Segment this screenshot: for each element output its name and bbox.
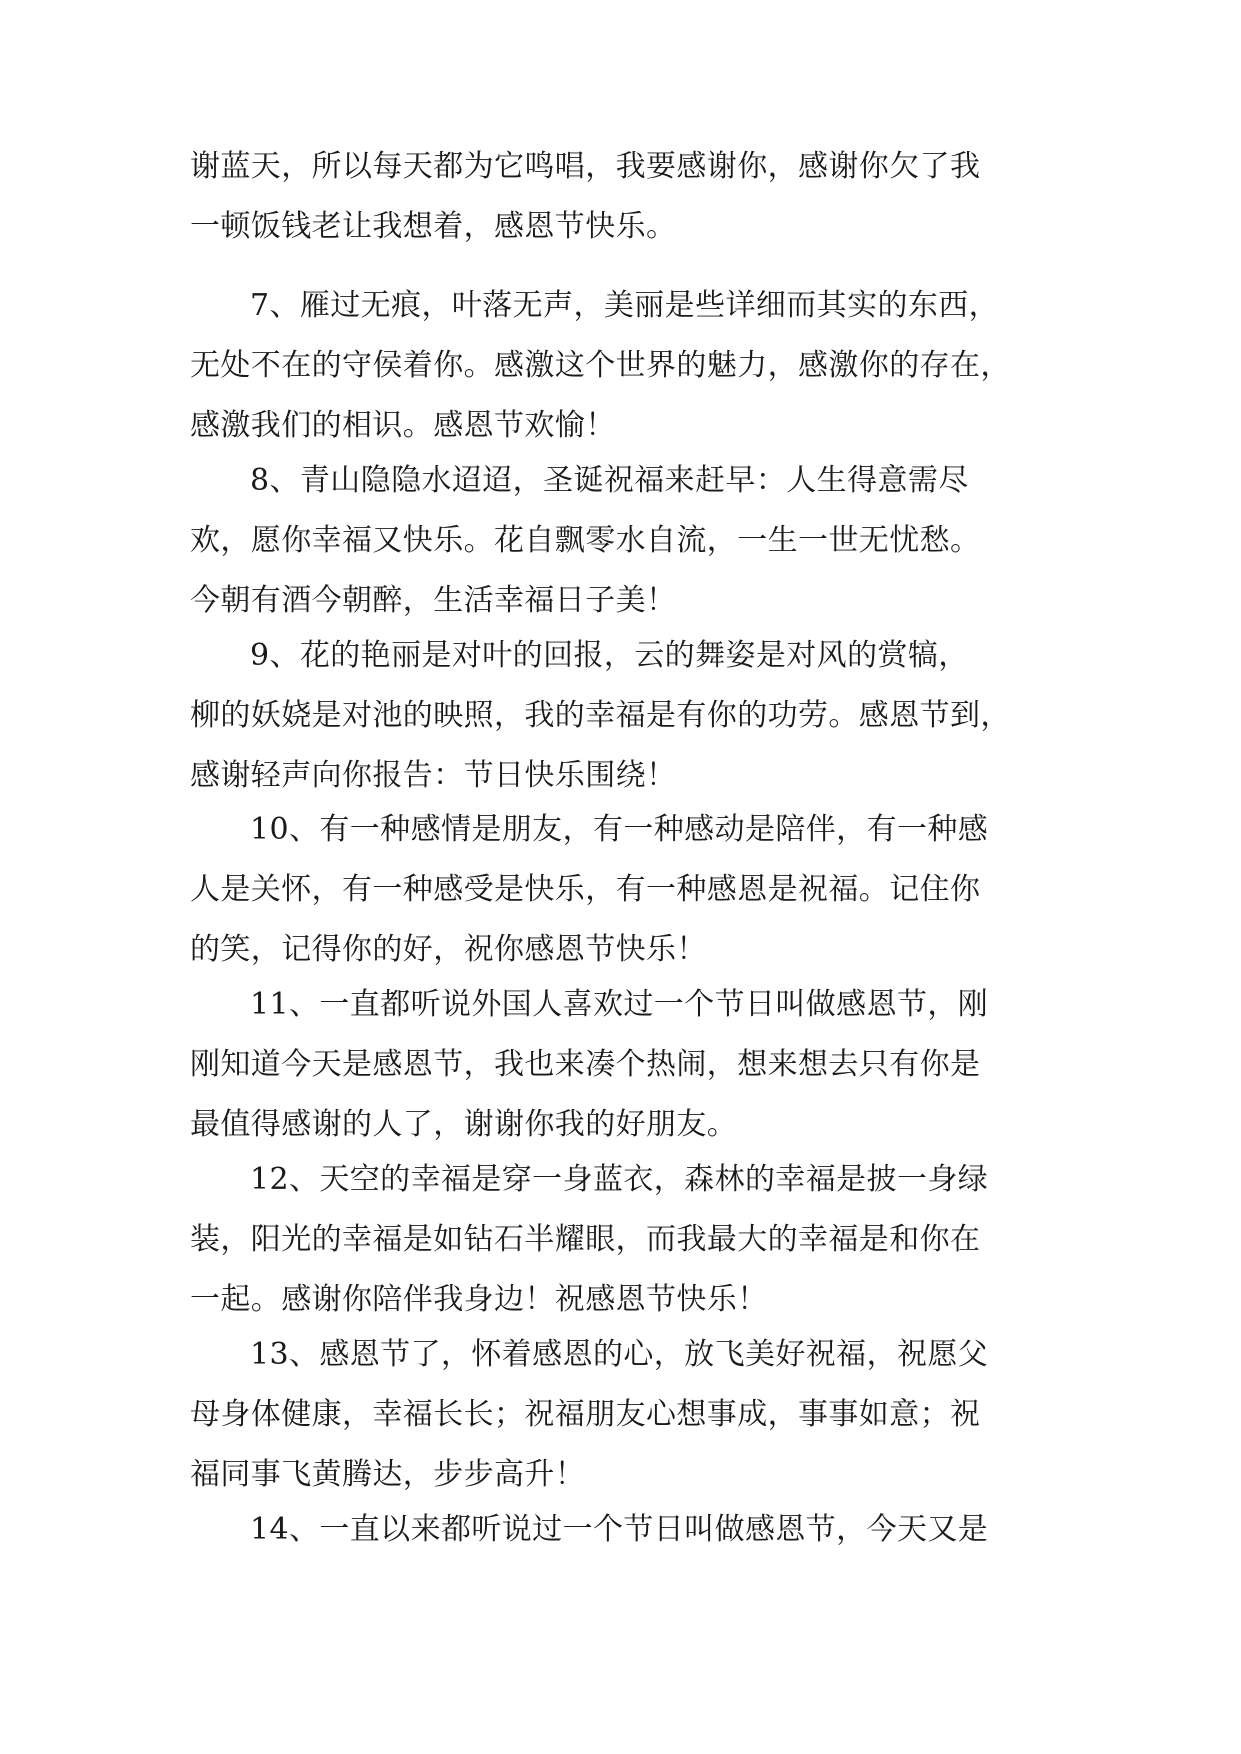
text-line: 无处不在的守侯着你。感激这个世界的魅力，感激你的存在， — [190, 348, 1011, 383]
text-line: 母身体健康，幸福长长；祝福朋友心想事成，事事如意；祝 — [190, 1397, 981, 1432]
text-line: 一起。感谢你陪伴我身边！祝感恩节快乐！ — [190, 1282, 768, 1317]
text-line: 感谢轻声向你报告：节日快乐围绕！ — [190, 758, 677, 793]
paragraph-start-line: 11、一直都听说外国人喜欢过一个节日叫做感恩节，刚 — [250, 987, 989, 1022]
text-line: 最值得感谢的人了，谢谢你我的好朋友。 — [190, 1107, 738, 1142]
text-line: 感激我们的相识。感恩节欢愉！ — [190, 408, 616, 443]
text-line: 谢蓝天，所以每天都为它鸣唱，我要感谢你，感谢你欠了我 — [190, 149, 981, 184]
text-line: 的笑，记得你的好，祝你感恩节快乐！ — [190, 932, 707, 967]
paragraph-start-line: 9、花的艳丽是对叶的回报，云的舞姿是对风的赏犒， — [250, 638, 969, 673]
text-line: 一顿饭钱老让我想着，感恩节快乐。 — [190, 209, 677, 244]
text-line: 柳的妖娆是对池的映照，我的幸福是有你的功劳。感恩节到， — [190, 698, 1011, 733]
paragraph-start-line: 7、雁过无痕，叶落无声，美丽是些详细而其实的东西， — [250, 288, 1000, 323]
text-line: 福同事飞黄腾达，步步高升！ — [190, 1457, 586, 1492]
text-line: 欢，愿你幸福又快乐。花自飘零水自流，一生一世无忧愁。 — [190, 523, 981, 558]
text-line: 装，阳光的幸福是如钻石半耀眼，而我最大的幸福是和你在 — [190, 1222, 981, 1257]
text-line: 人是关怀，有一种感受是快乐，有一种感恩是祝福。记住你 — [190, 872, 981, 907]
paragraph-start-line: 12、天空的幸福是穿一身蓝衣，森林的幸福是披一身绿 — [250, 1162, 989, 1197]
text-line: 今朝有酒今朝醉，生活幸福日子美！ — [190, 583, 677, 618]
paragraph-start-line: 8、青山隐隐水迢迢，圣诞祝福来赶早：人生得意需尽 — [250, 463, 969, 498]
paragraph-start-line: 14、一直以来都听说过一个节日叫做感恩节，今天又是 — [250, 1512, 989, 1547]
paragraph-start-line: 10、有一种感情是朋友，有一种感动是陪伴，有一种感 — [250, 812, 989, 847]
paragraph-start-line: 13、感恩节了，怀着感恩的心，放飞美好祝福，祝愿父 — [250, 1337, 989, 1372]
text-line: 刚知道今天是感恩节，我也来凑个热闹，想来想去只有你是 — [190, 1047, 981, 1082]
